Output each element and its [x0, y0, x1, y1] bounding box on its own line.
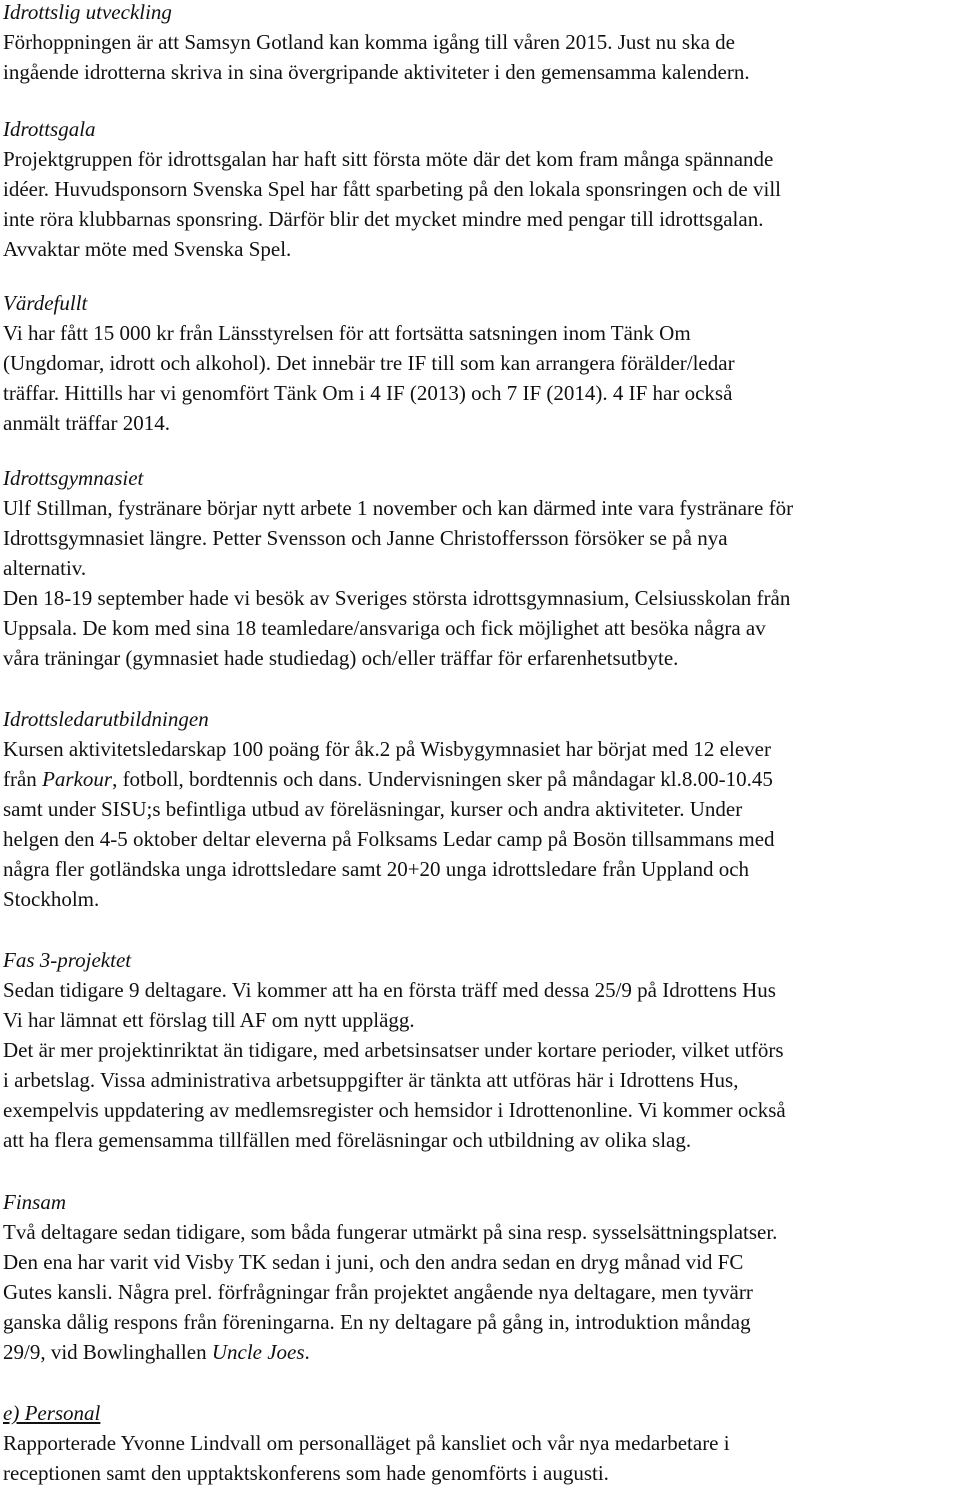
paragraph-line: Två deltagare sedan tidigare, som båda fungerar utmärkt på sina resp. sysselsättningsplatser. — [3, 1220, 778, 1244]
paragraph-line: idéer. Huvudsponsorn Svenska Spel har fått sparbeting på den lokala sponsringen och de vill — [3, 177, 782, 201]
heading-personal: e) Personal — [3, 1401, 101, 1425]
paragraph-line: Förhoppningen är att Samsyn Gotland kan komma igång till våren 2015. Just nu ska de — [3, 30, 735, 54]
paragraph-line: helgen den 4-5 oktober deltar eleverna på Folksams Ledar camp på Bosön tillsammans med — [3, 827, 775, 851]
heading-idrottsledarutbildningen: Idrottsledarutbildningen — [3, 707, 209, 731]
paragraph-line: receptionen samt den upptaktskonferens som hade genomförts i augusti. — [3, 1461, 609, 1485]
paragraph-line: ingående idrotterna skriva in sina övergripande aktiviteter i den gemensamma kalendern. — [3, 60, 750, 84]
paragraph-line: Idrottsgymnasiet längre. Petter Svensson och Janne Christoffersson försöker se på nya — [3, 526, 728, 550]
heading-finsam: Finsam — [3, 1190, 66, 1214]
paragraph-line: samt under SISU;s befintliga utbud av föreläsningar, kurser och andra aktiviteter. Under — [3, 797, 743, 821]
paragraph-line: Vi har lämnat ett förslag till AF om nytt upplägg. — [3, 1008, 415, 1032]
paragraph-line: Rapporterade Yvonne Lindvall om personalläget på kansliet och vår nya medarbetare i — [3, 1431, 730, 1455]
paragraph-line — [3, 1337, 310, 1367]
paragraph-line: (Ungdomar, idrott och alkohol). Det innebär tre IF till som kan arrangera förälder/ledar — [3, 351, 735, 375]
paragraph-line: Det är mer projektinriktat än tidigare, med arbetsinsatser under kortare perioder, vilket utförs — [3, 1038, 784, 1062]
paragraph-line: träffar. Hittills har vi genomfört Tänk Om i 4 IF (2013) och 7 IF (2014). 4 IF har också — [3, 381, 733, 405]
paragraph-line: Gutes kansli. Några prel. förfrågningar från projektet angående nya deltagare, men tyvärr — [3, 1280, 753, 1304]
heading-idrottsgymnasiet: Idrottsgymnasiet — [3, 466, 144, 490]
heading-idrottslig-utveckling: Idrottslig utveckling — [3, 0, 172, 24]
paragraph-line: alternativ. — [3, 556, 87, 580]
paragraph-line: i arbetslag. Vissa administrativa arbetsuppgifter är tänkta att utföras här i Idrottens Hus, — [3, 1068, 739, 1092]
paragraph-line: Vi har fått 15 000 kr från Länsstyrelsen för att fortsätta satsningen inom Tänk Om — [3, 321, 691, 345]
paragraph-line: Kursen aktivitetsledarskap 100 poäng för åk.2 på Wisbygymnasiet har börjat med 12 elever — [3, 737, 771, 761]
paragraph-line: exempelvis uppdatering av medlemsregister och hemsidor i Idrottenonline. Vi kommer också — [3, 1098, 786, 1122]
italic-term: Uncle Joes — [211, 1340, 305, 1364]
italic-term: Parkour — [42, 767, 113, 791]
paragraph-line: våra träningar (gymnasiet hade studiedag) och/eller träffar för erfarenhetsutbyte. — [3, 646, 679, 670]
paragraph-line: Uppsala. De kom med sina 18 teamledare/ansvariga och fick möjlighet att besöka några av — [3, 616, 766, 640]
heading-vardefullt: Värdefullt — [3, 291, 88, 315]
paragraph-line: ganska dålig respons från föreningarna. En ny deltagare på gång in, introduktion måndag — [3, 1310, 751, 1334]
heading-idrottsgala: Idrottsgala — [3, 117, 96, 141]
paragraph-line — [3, 764, 773, 794]
paragraph-line: Sedan tidigare 9 deltagare. Vi kommer att ha en första träff med dessa 25/9 på Idrottens Hus — [3, 978, 776, 1002]
paragraph-line: Den ena har varit vid Visby TK sedan i juni, och den andra sedan en dryg månad vid FC — [3, 1250, 744, 1274]
paragraph-line: Avvaktar möte med Svenska Spel. — [3, 237, 292, 261]
paragraph-line: Stockholm. — [3, 887, 100, 911]
text-segment: från — [3, 767, 43, 791]
paragraph-line: Ulf Stillman, fystränare börjar nytt arbete 1 november och kan därmed inte vara fystränare för — [3, 496, 794, 520]
paragraph-line: några fler gotländska unga idrottsledare samt 20+20 unga idrottsledare från Uppland och — [3, 857, 750, 881]
paragraph-line: Den 18-19 september hade vi besök av Sveriges största idrottsgymnasium, Celsiusskolan från — [3, 586, 791, 610]
text-segment: 29/9, vid Bowlinghallen — [3, 1340, 212, 1364]
paragraph-line: Projektgruppen för idrottsgalan har haft sitt första möte där det kom fram många spännande — [3, 147, 774, 171]
heading-fas-3-projektet: Fas 3-projektet — [3, 948, 132, 972]
text-segment: , fotboll, bordtennis och dans. Undervisningen sker på måndagar kl.8.00-10.45 — [112, 767, 773, 791]
paragraph-line: inte röra klubbarnas sponsring. Därför blir det mycket mindre med pengar till idrottsgalan. — [3, 207, 764, 231]
paragraph-line: anmält träffar 2014. — [3, 411, 170, 435]
paragraph-line: att ha flera gemensamma tillfällen med föreläsningar och utbildning av olika slag. — [3, 1128, 692, 1152]
text-segment: . — [304, 1340, 310, 1364]
